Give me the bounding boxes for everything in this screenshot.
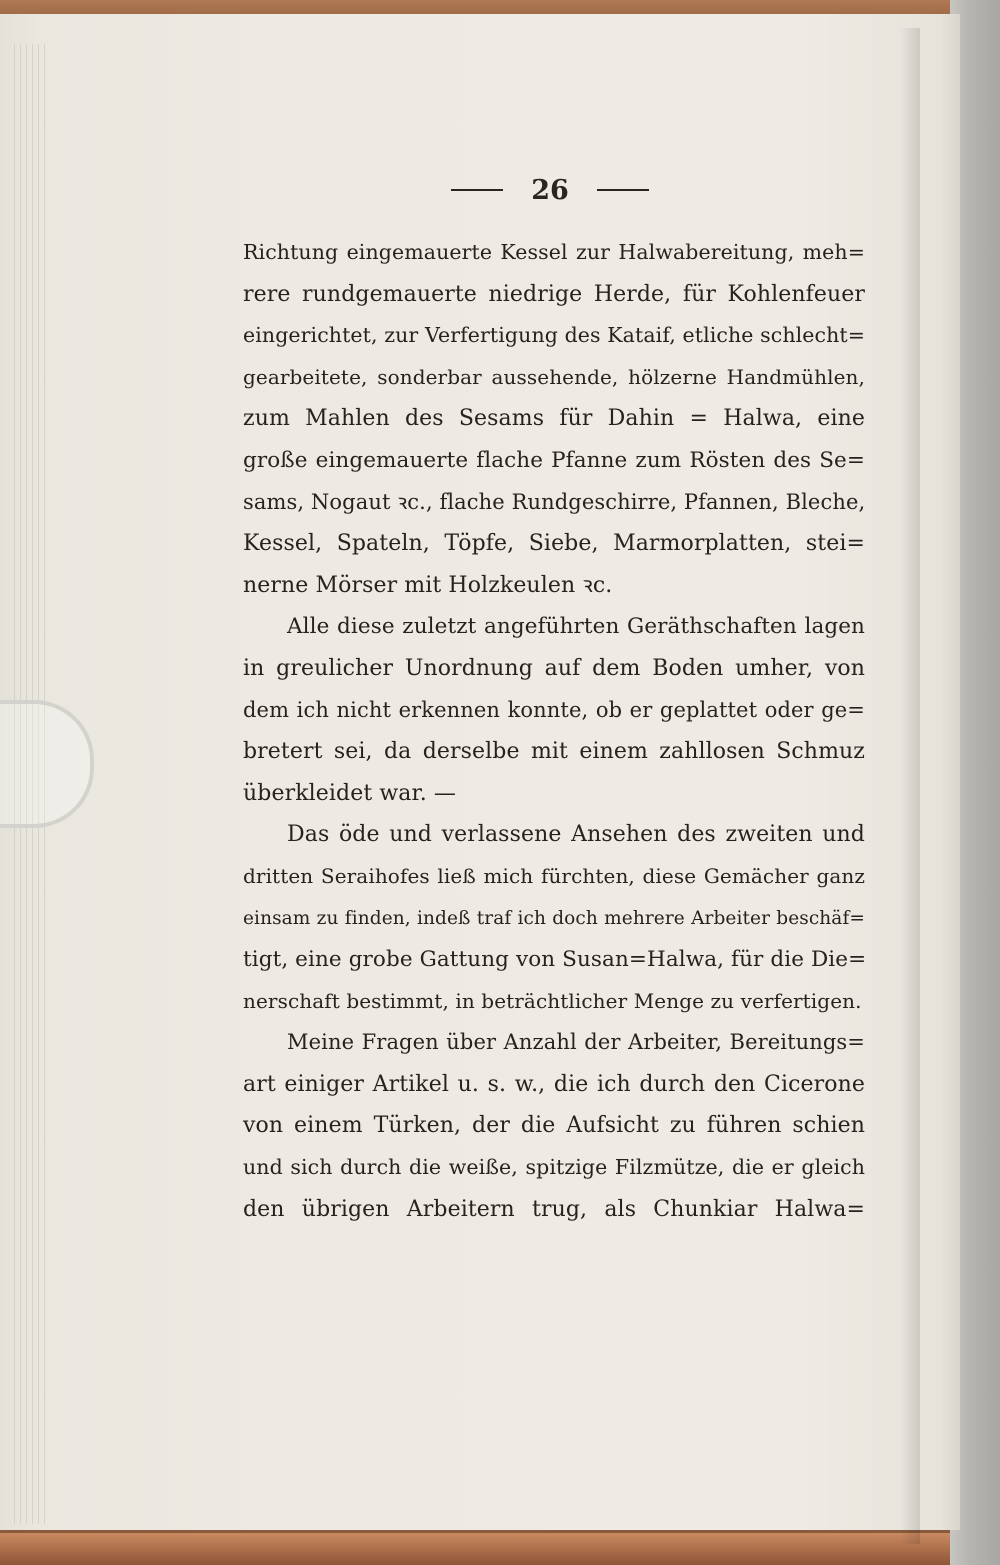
text-line: Richtung eingemauerte Kessel zur Halwabereitung, meh= [243, 240, 865, 264]
page-header [240, 170, 860, 210]
text-line: den übrigen Arbeitern trug, als Chunkiar Halwa= [243, 1196, 865, 1222]
text-line: bretert sei, da derselbe mit einem zahllosen Schmuz [243, 739, 865, 765]
text-line: nerschaft bestimmt, in beträchtlicher Menge zu verfertigen. [243, 988, 862, 1013]
text-line: zum Mahlen des Sesams für Dahin = Halwa, eine [243, 406, 865, 432]
body-text [243, 232, 865, 1230]
text-line: rere rundgemauerte niedrige Herde, für Kohlenfeuer [243, 281, 865, 307]
text-line: sams, Nogaut ꝛc., flache Rundgeschirre, Pfannen, Bleche, [243, 489, 866, 514]
text-line: von einem Türken, der die Aufsicht zu führen schien [243, 1113, 865, 1139]
page-number: 26 [531, 174, 569, 206]
text-line: dritten Seraihofes ließ mich fürchten, diese Gemächer ganz [243, 863, 865, 888]
text-line: dem ich nicht erkennen konnte, ob er geplattet oder ge= [243, 697, 865, 722]
text-line: und sich durch die weiße, spitzige Filzmütze, die er gleich [243, 1155, 865, 1180]
text-line: in greulicher Unordnung auf dem Boden umher, von [243, 655, 865, 681]
header-rule-right [597, 189, 649, 191]
header-rule-left [451, 189, 503, 191]
text-line: Das öde und verlassene Ansehen des zweiten und [287, 822, 865, 848]
text-line: überkleidet war. — [243, 780, 456, 806]
page-curl-shadow [900, 28, 920, 1544]
text-line: art einiger Artikel u. s. w., die ich durch den Cicerone [243, 1071, 865, 1097]
text-line: tigt, eine grobe Gattung von Susan=Halwa, für die Die= [243, 947, 867, 973]
text-line: Alle diese zuletzt angeführten Geräthschaften lagen [287, 614, 865, 640]
text-line: große eingemauerte flache Pfanne zum Rösten des Se= [243, 447, 865, 473]
text-line: Kessel, Spateln, Töpfe, Siebe, Marmorplatten, stei= [243, 531, 865, 557]
text-line: Meine Fragen über Anzahl der Arbeiter, Bereitungs= [287, 1030, 865, 1055]
text-line: eingerichtet, zur Verfertigung des Kataif, etliche schlecht= [243, 323, 866, 348]
book-cover-bottom-edge [0, 1533, 1000, 1565]
text-line: nerne Mörser mit Holzkeulen ꝛc. [243, 572, 613, 598]
text-line: gearbeitete, sonderbar aussehende, hölzerne Handmühlen, [243, 364, 865, 389]
text-line: einsam zu finden, indeß traf ich doch mehrere Arbeiter beschäf= [243, 907, 865, 929]
